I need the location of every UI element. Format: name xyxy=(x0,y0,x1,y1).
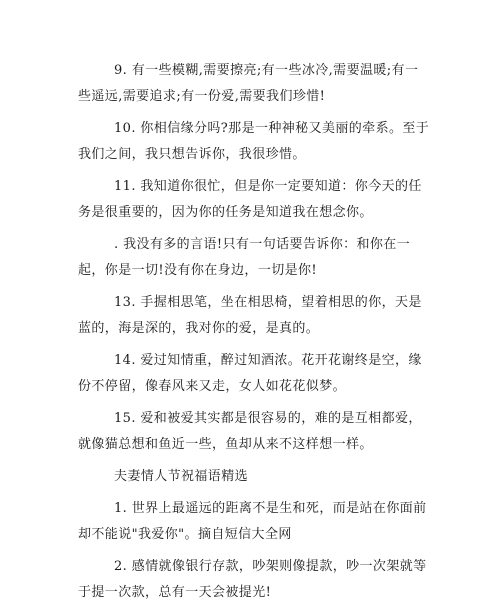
paragraph-15: 15. 爱和被爱其实都是很容易的，难的是互相都爱，就像猫总想和鱼近一些，鱼却从来不这样想一样。 xyxy=(78,411,422,452)
paragraph-13: 13. 手握相思笔，坐在相思椅，望着相思的你，天是蓝的，海是深的，我对你的爱，是真的。 xyxy=(78,295,422,336)
paragraph-10: 10. 你相信缘分吗?那是一种神秘又美丽的牵系。至于我们之间，我只想告诉你，我很珍惜。 xyxy=(78,121,430,162)
section-paragraph-1: 1. 世界上最遥远的距离不是生和死，而是站在你面前却不能说"我爱你"。摘自短信大全网 xyxy=(78,501,427,542)
paragraph-9: 9. 有一些模糊,需要擦亮;有一些冰冷,需要温暖;有一些遥远,需要追求;有一份爱,需要我们珍惜! xyxy=(78,63,419,104)
paragraph-14: 14. 爱过知情重，醉过知酒浓。花开花谢终是空，缘份不停留，像春风来又走，女人如花花似梦。 xyxy=(78,353,422,394)
section-heading: 夫妻情人节祝福语精选 xyxy=(114,469,249,484)
section-paragraph-2: 2. 感情就像银行存款，吵架则像提款，吵一次架就等于提一次款，总有一天会被提光! xyxy=(78,559,427,600)
document-body xyxy=(78,58,430,612)
paragraph-12: . 我没有多的言语!只有一句话要告诉你：和你在一起，你是一切!没有你在身边，一切是你! xyxy=(78,237,411,278)
paragraph-11: 11. 我知道你很忙，但是你一定要知道：你今天的任务是很重要的，因为你的任务是知道我在想念你。 xyxy=(78,179,422,220)
